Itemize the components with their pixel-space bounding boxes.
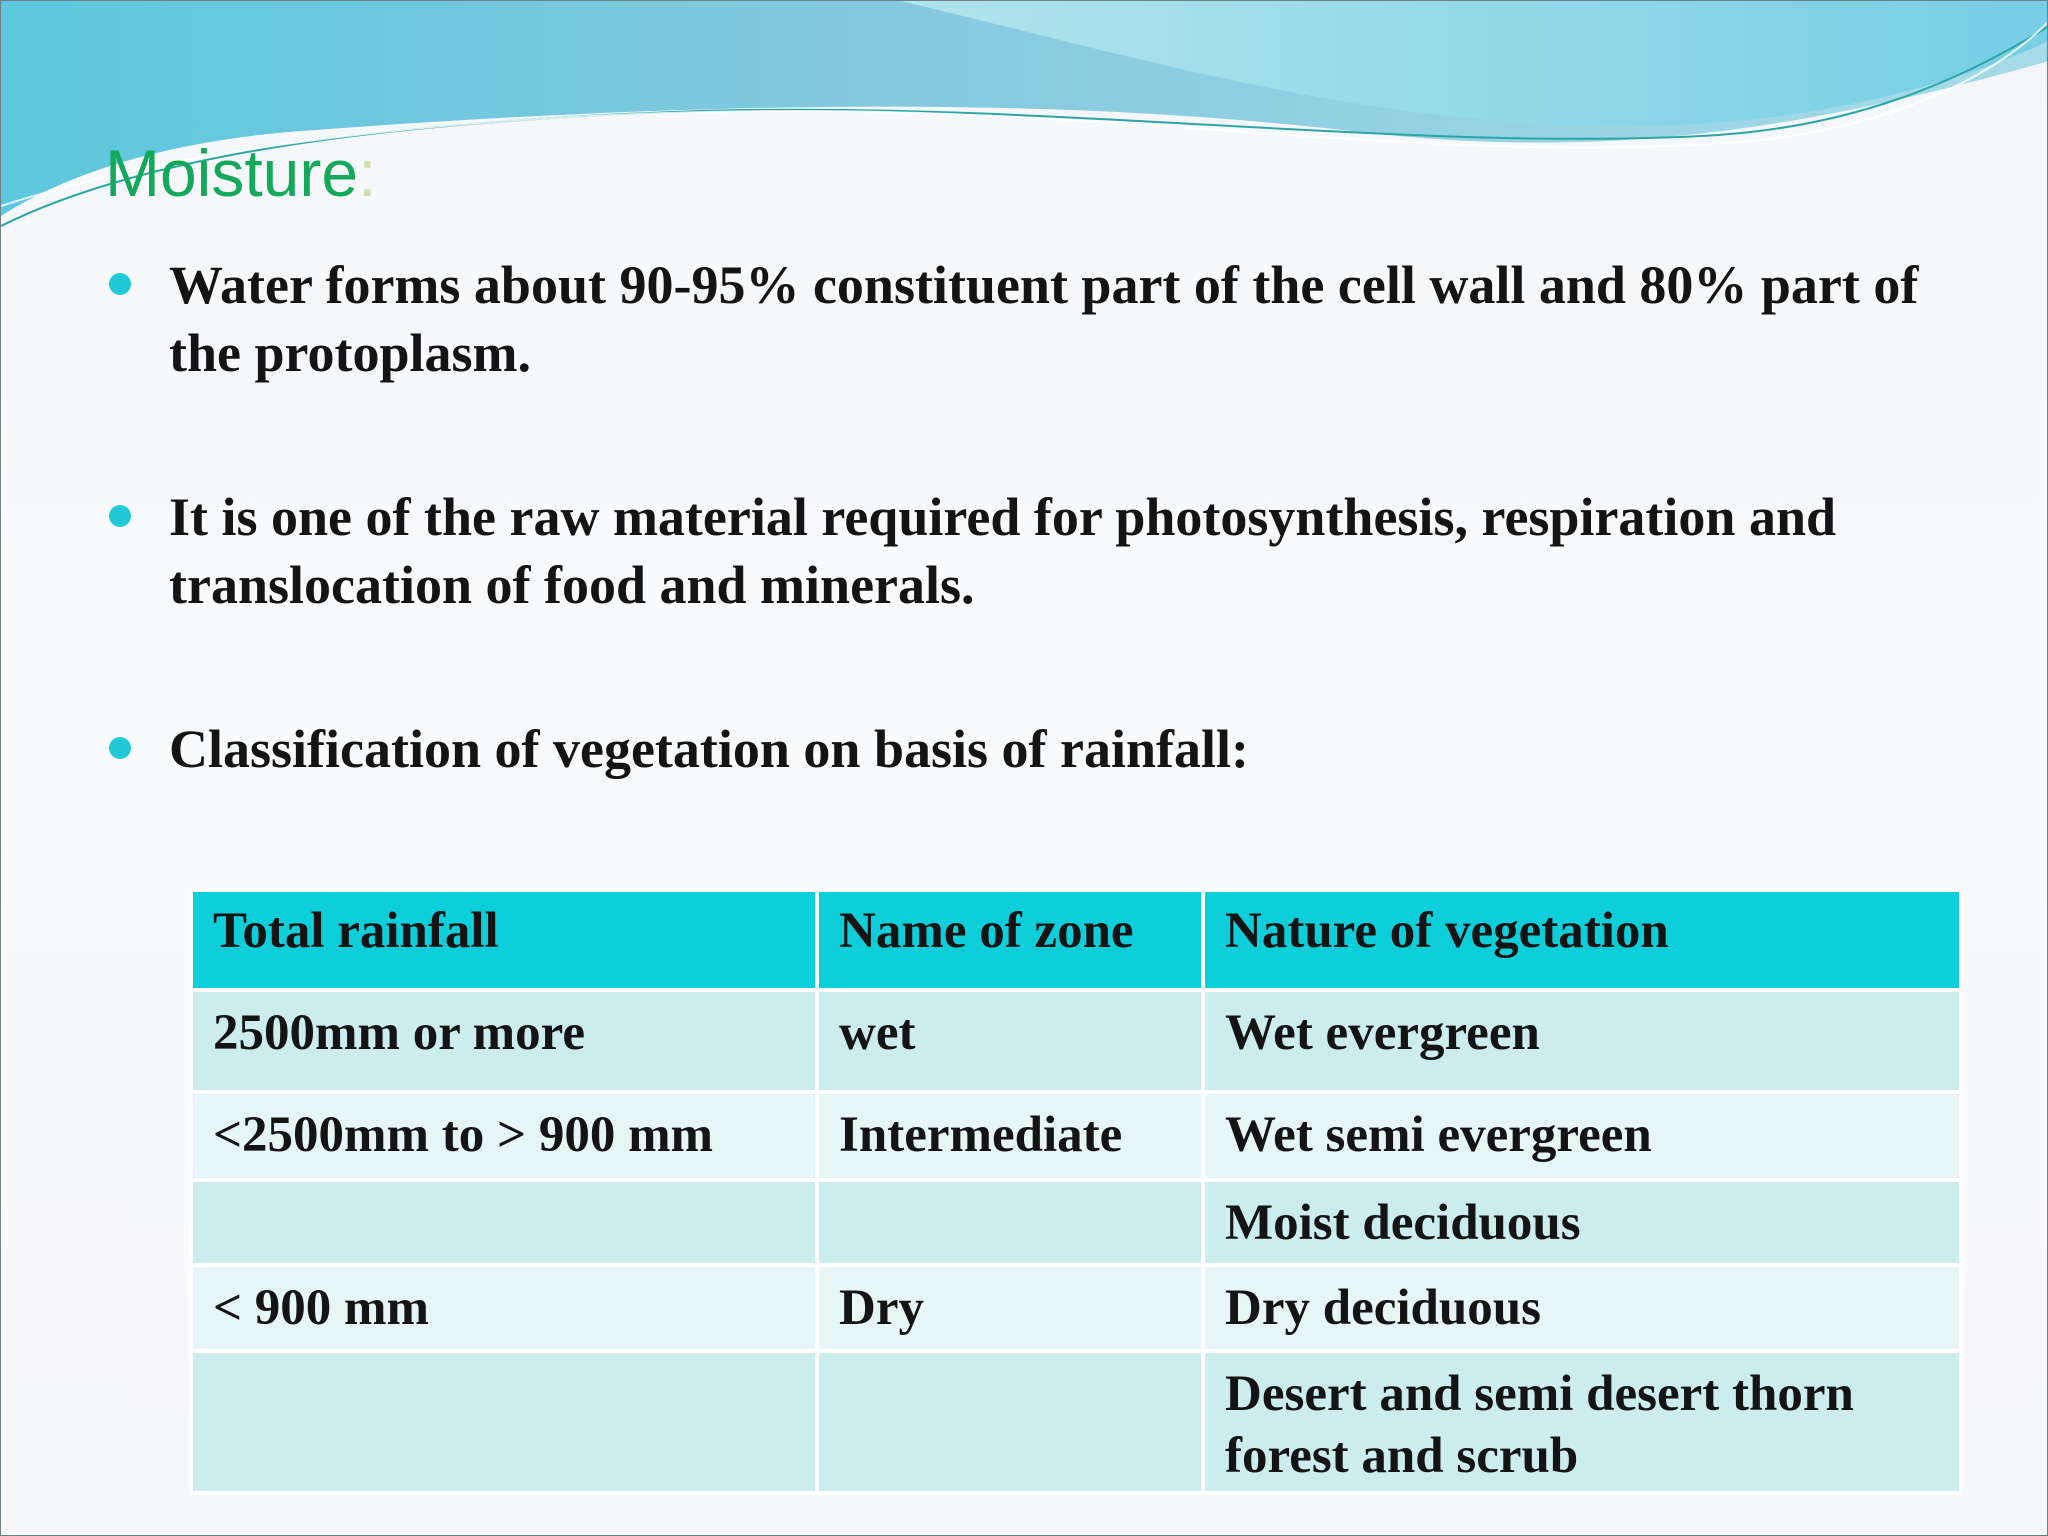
header-nature-of-vegetation: Nature of vegetation (1203, 890, 1961, 990)
bullet-dot-icon (109, 505, 131, 527)
bullet-item (105, 715, 1985, 783)
slide-title (105, 133, 376, 213)
slide-title-text: Moisture (105, 136, 359, 210)
table-row (191, 1351, 1961, 1493)
table-row (191, 1180, 1961, 1265)
table-cell: Wet semi evergreen (1203, 1092, 1961, 1180)
table-cell: < 900 mm (191, 1265, 817, 1351)
table-row (191, 990, 1961, 1092)
table-header-row (191, 890, 1961, 990)
bullet-text: Water forms about 90-95% constituent part of the cell wall and 80% part of the protoplasm. (169, 255, 1919, 383)
table-cell (817, 1180, 1203, 1265)
bullet-item (105, 483, 1985, 619)
header-total-rainfall: Total rainfall (191, 890, 817, 990)
table-cell (191, 1351, 817, 1493)
table-row (191, 1092, 1961, 1180)
table-cell (817, 1351, 1203, 1493)
table-cell: Desert and semi desert thorn forest and scrub (1203, 1351, 1961, 1493)
bullet-text: It is one of the raw material required for photosynthesis, respiration and translocation of food and minerals. (169, 487, 1837, 615)
table-cell: <2500mm to > 900 mm (191, 1092, 817, 1180)
bullet-dot-icon (109, 273, 131, 295)
rainfall-classification-table (189, 888, 1963, 1495)
header-name-of-zone: Name of zone (817, 890, 1203, 990)
table-cell: Intermediate (817, 1092, 1203, 1180)
table-row (191, 1265, 1961, 1351)
table-cell: Dry deciduous (1203, 1265, 1961, 1351)
table-cell (191, 1180, 817, 1265)
bullet-text: Classification of vegetation on basis of rainfall: (169, 719, 1249, 779)
table-cell: 2500mm or more (191, 990, 817, 1092)
table-cell: wet (817, 990, 1203, 1092)
table-cell: Wet evergreen (1203, 990, 1961, 1092)
slide-title-colon: : (358, 136, 377, 210)
bullet-dot-icon (109, 737, 131, 759)
table-cell: Moist deciduous (1203, 1180, 1961, 1265)
bullet-item (105, 251, 1985, 387)
bullet-list (105, 251, 1985, 783)
table-cell: Dry (817, 1265, 1203, 1351)
